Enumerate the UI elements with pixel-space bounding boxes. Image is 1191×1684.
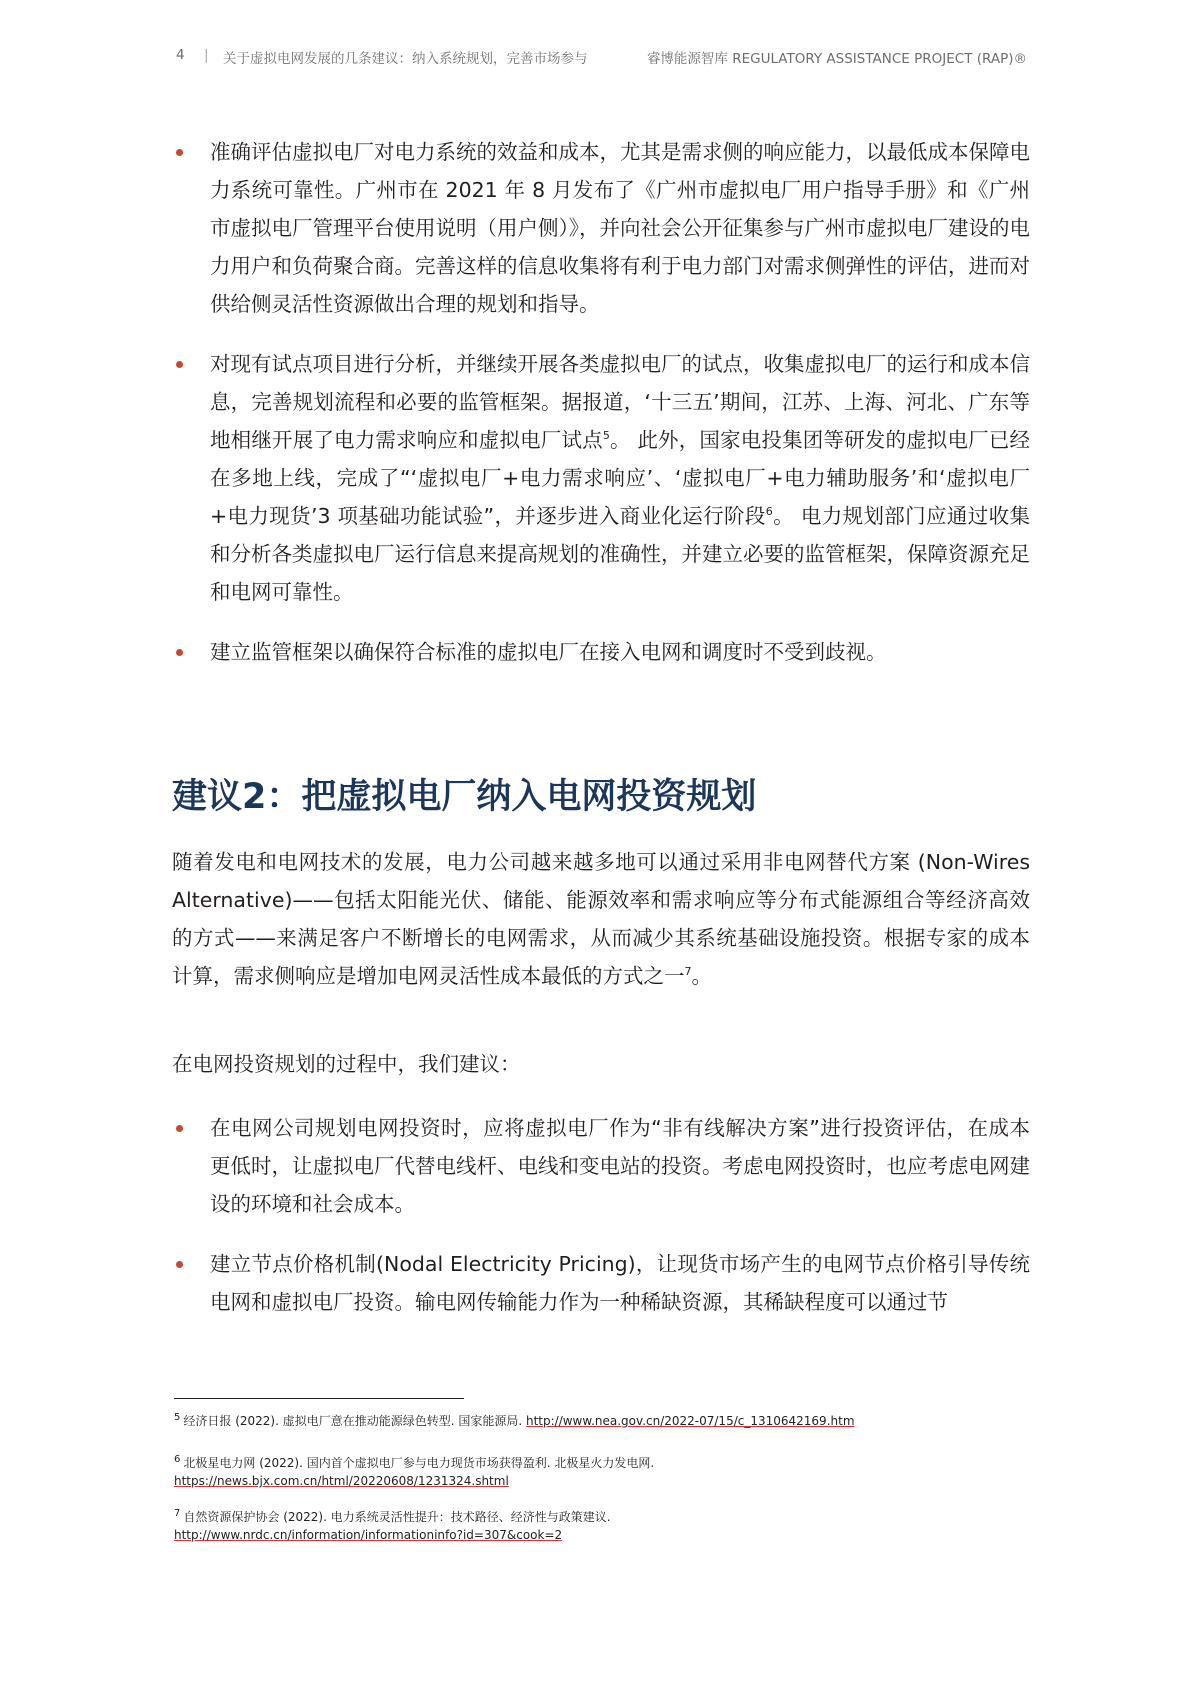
header-separator: | bbox=[204, 47, 209, 63]
footnote-ref[interactable]: 6 bbox=[765, 505, 773, 519]
footnote-text: 北极星电力网 (2022). 国内首个虚拟电厂参与电力现货市场获得盈利. 北极星火力发电网. bbox=[183, 1456, 655, 1470]
bullet-icon bbox=[176, 149, 183, 156]
list-item-text: 在电网公司规划电网投资时，应将虚拟电厂作为“非有线解决方案”进行投资评估，在成本更低时，让虚拟电厂代替电线杆、电线和变电站的投资。考虑电网投资时，也应考虑电网建设的环境和社会成本。 bbox=[210, 1116, 1030, 1216]
footnote-6 bbox=[174, 1454, 1034, 1490]
footnote-number: 6 bbox=[174, 1454, 181, 1465]
list-item-text: 建立节点价格机制(Nodal Electricity Pricing)，让现货市场产生的电网节点价格引导传统电网和虚拟电厂投资。输电网传输能力作为一种稀缺资源，其稀缺程度可以通过节 bbox=[210, 1252, 1030, 1314]
page-header bbox=[176, 47, 1036, 69]
bullet-icon bbox=[176, 649, 183, 656]
list-item-text: 。 此外，国家电投集团等研发的虚拟电厂已经在多地上线，完成了“‘虚拟电厂+电力需求响应’、‘虚拟电厂+电力辅助服务’和‘虚拟电厂+电力现货’3 项基础功能试验”，并逐步进入商业化运行阶段 bbox=[210, 428, 1031, 528]
list-item bbox=[172, 633, 1030, 671]
section-lead-paragraph: 在电网投资规划的过程中，我们建议： bbox=[172, 1052, 521, 1076]
footnote-ref[interactable]: 7 bbox=[684, 965, 692, 979]
footnote-number: 7 bbox=[174, 1508, 181, 1519]
list-item-text: 。 电力规划部门应通过收集和分析各类虚拟电厂运行信息来提高规划的准确性，并建立必要的监管框架，保障资源充足和电网可靠性。 bbox=[210, 504, 1030, 604]
footnote-7 bbox=[174, 1508, 1034, 1544]
list-item bbox=[172, 133, 1030, 323]
footnote-link[interactable]: https://news.bjx.com.cn/html/20220608/1231324.shtml bbox=[174, 1474, 509, 1488]
bullet-icon bbox=[176, 1261, 183, 1268]
footnote-ref[interactable]: 5 bbox=[602, 429, 610, 443]
list-item-text: 建立监管框架以确保符合标准的虚拟电厂在接入电网和调度时不受到歧视。 bbox=[210, 640, 887, 664]
footnote-number: 5 bbox=[174, 1412, 181, 1423]
footnote-link[interactable]: http://www.nea.gov.cn/2022-07/15/c_1310642169.htm bbox=[525, 1414, 855, 1428]
footnote-text: 经济日报 (2022). 虚拟电厂意在推动能源绿色转型. 国家能源局. bbox=[183, 1414, 526, 1428]
footnote-5 bbox=[174, 1412, 1034, 1430]
section-heading: 建议2：把虚拟电厂纳入电网投资规划 bbox=[172, 777, 757, 817]
header-title: 关于虚拟电网发展的几条建议：纳入系统规划，完善市场参与 bbox=[223, 51, 588, 67]
list-item bbox=[172, 345, 1030, 611]
recommendation-list-1 bbox=[172, 133, 1030, 671]
bullet-icon bbox=[176, 1125, 183, 1132]
list-item bbox=[172, 1109, 1030, 1223]
bullet-icon bbox=[176, 361, 183, 368]
recommendation-list-2 bbox=[172, 1109, 1030, 1321]
section-intro-paragraph bbox=[172, 843, 1030, 995]
header-org: 睿博能源智库 REGULATORY ASSISTANCE PROJECT (RAP)® bbox=[646, 51, 1027, 67]
footnote-link[interactable]: http://www.nrdc.cn/information/informationinfo?id=307&cook=2 bbox=[174, 1528, 563, 1542]
list-item-text: 对现有试点项目进行分析，并继续开展各类虚拟电厂的试点，收集虚拟电厂的运行和成本信息，完善规划流程和必要的监管框架。据报道，‘十三五’期间，江苏、上海、河北、广东等地相继开展了电力需求响应和虚拟电厂试点 bbox=[210, 352, 1030, 452]
page-number: 4 bbox=[176, 47, 185, 63]
paragraph-text: 随着发电和电网技术的发展，电力公司越来越多地可以通过采用非电网替代方案 (Non-Wires Alternative)——包括太阳能光伏、储能、能源效率和需求响应等分布式能源组合等经济高效的方式——来满足客户不断增长的电网需求，从而减少其系统基础设施投资。根据专家的成本计算，需求侧响应是增加电网灵活性成本最低的方式之一 bbox=[172, 850, 1030, 988]
footnote-text: 自然资源保护协会 (2022). 电力系统灵活性提升：技术路径、经济性与政策建议. bbox=[183, 1510, 611, 1524]
list-item bbox=[172, 1245, 1030, 1321]
paragraph-text: 。 bbox=[691, 964, 712, 988]
list-item-text: 准确评估虚拟电厂对电力系统的效益和成本，尤其是需求侧的响应能力，以最低成本保障电力系统可靠性。广州市在 2021 年 8 月发布了《广州市虚拟电厂用户指导手册》和《广州市虚拟电厂管理平台使用说明（用户侧）》，并向社会公开征集参与广州市虚拟电厂建设的电力用户和负荷聚合商。完善这样的信息收集将有利于电力部门对需求侧弹性的评估，进而对供给侧灵活性资源做出合理的规划和指导。 bbox=[210, 140, 1030, 316]
footnote-divider bbox=[174, 1398, 464, 1399]
